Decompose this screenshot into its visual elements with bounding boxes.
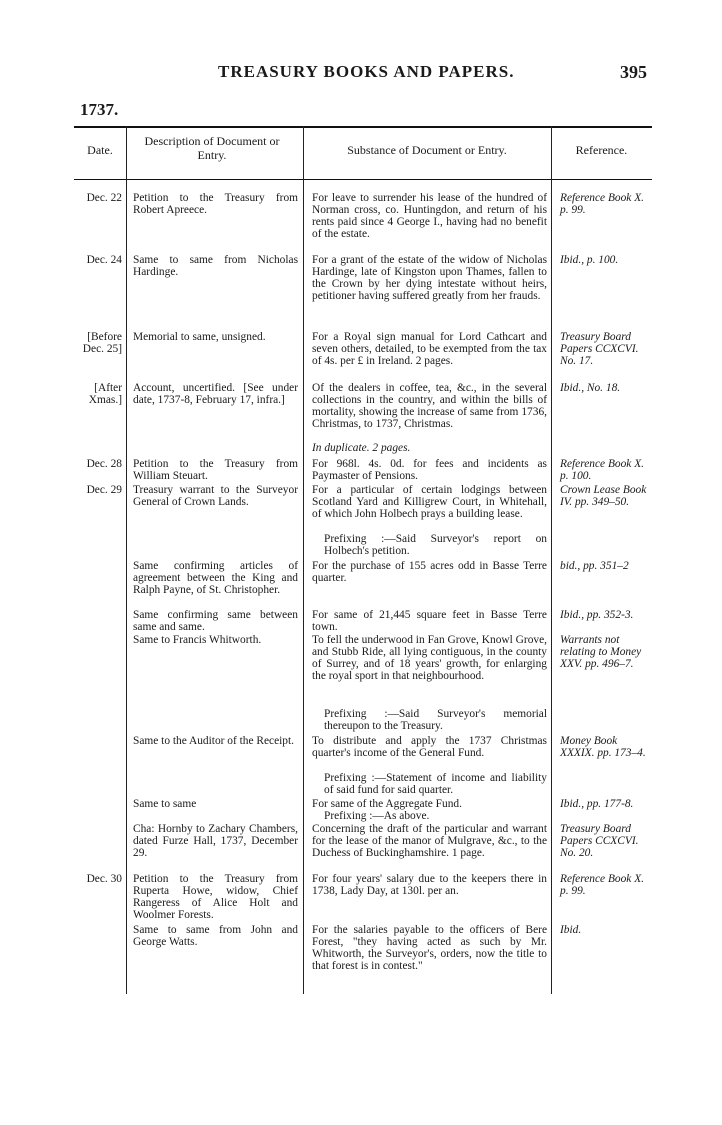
entry-substance: For four years' salary due to the keepers there in 1738, Lady Day, at 130l. per an. (312, 873, 547, 898)
entry-description: Petition to the Treasury from Robert Apreece. (133, 192, 298, 217)
entry-date: [Before Dec. 25] (82, 331, 122, 356)
entry-description: Same to same from John and George Watts. (133, 924, 298, 949)
entry-substance: To fell the underwood in Fan Grove, Knowl Grove, and Stubb Ride, all lying contiguous, in the county of Surrey, and of 18 years' growth, for enlarging the royal sport in that neighbourhood. (312, 634, 547, 683)
entry-substance: For a grant of the estate of the widow of Nicholas Hardinge, late of Kingston upon Thames, fallen to the Crown by her dying intestate without heirs, petitioner having suffered greatly from her frauds. (312, 254, 547, 303)
entry-substance-note: In duplicate. 2 pages. (312, 442, 411, 454)
entry-description: Same to Francis Whitworth. (133, 634, 262, 646)
entry-date: [After Xmas.] (88, 382, 122, 407)
entry-reference: Ibid., pp. 352-3. (560, 609, 634, 621)
entry-description: Petition to the Treasury from William Steuart. (133, 458, 298, 483)
entry-substance: To distribute and apply the 1737 Christmas quarter's income of the General Fund. (312, 735, 547, 760)
entry-date: Dec. 28 (86, 458, 122, 470)
entry-description: Treasury warrant to the Surveyor General of Crown Lands. (133, 484, 298, 509)
entry-substance: Concerning the draft of the particular and warrant for the lease of the manor of Mulgrave, &c., to the Duchess of Buckinghamshire. 1 page. (312, 823, 547, 860)
running-title: TREASURY BOOKS AND PAPERS. (218, 62, 515, 81)
entry-description: Petition to the Treasury from Ruperta Howe, widow, Chief Rangeress of Alice Holt and Woolmer Forests. (133, 873, 298, 922)
entry-reference: Warrants not relating to Money XXV. pp. 496–7. (560, 634, 642, 671)
entry-substance-note: Prefixing :—Said Surveyor's memorial thereupon to the Treasury. (324, 708, 547, 733)
column-divider (303, 126, 304, 994)
entry-reference: Reference Book X. p. 99. (560, 873, 645, 898)
entry-date: Dec. 22 (86, 192, 122, 204)
table-top-rule (74, 126, 652, 128)
entry-reference: Reference Book X. p. 99. (560, 192, 645, 217)
entry-date: Dec. 30 (86, 873, 122, 885)
entry-substance: For a Royal sign manual for Lord Cathcart and seven others, detailed, to be exempted from the tax of 4s. per £ in Ireland. 2 pages. (312, 331, 547, 368)
entry-description: Same to same (133, 798, 197, 810)
entry-reference: Treasury Board Papers CCXCVI. No. 20. (560, 823, 639, 860)
entry-substance: For the purchase of 155 acres odd in Basse Terre quarter. (312, 560, 547, 585)
entry-substance: For 968l. 4s. 0d. for fees and incidents as Paymaster of Pensions. (312, 458, 547, 483)
entry-description: Same confirming same between same and same. (133, 609, 298, 634)
entry-reference: Ibid., p. 100. (560, 254, 619, 266)
entry-reference: Ibid., pp. 177-8. (560, 798, 634, 810)
column-header-date: Date. (87, 143, 113, 157)
entry-date: Dec. 24 (86, 254, 122, 266)
entry-substance: For same of the Aggregate Fund. (312, 798, 462, 810)
entry-description: Memorial to same, unsigned. (133, 331, 266, 343)
entry-substance: Of the dealers in coffee, tea, &c., in the several collections in the country, and within the bills of mortality, showing the increase of same from 1736, Christmas, to 1737, Christmas. (312, 382, 547, 431)
entry-reference: Ibid. (560, 924, 582, 936)
entry-substance: For a particular of certain lodgings between Scotland Yard and Killigrew Court, in Whitehall, of which John Holbech prays a building lease. (312, 484, 547, 521)
entry-description: Same to same from Nicholas Hardinge. (133, 254, 298, 279)
entry-reference: Ibid., No. 18. (560, 382, 621, 394)
column-divider (126, 126, 127, 994)
entry-substance-note: Prefixing :—As above. (324, 810, 430, 822)
entry-description: Account, uncertified. [See under date, 1737-8, February 17, infra.] (133, 382, 298, 407)
entry-date: Dec. 29 (86, 484, 122, 496)
column-header-substance: Substance of Document or Entry. (347, 143, 507, 157)
calendar-table (74, 126, 652, 994)
entry-reference: Treasury Board Papers CCXCVI. No. 17. (560, 331, 639, 368)
entry-substance-note: Prefixing :—Said Surveyor's report on Holbech's petition. (324, 533, 547, 558)
entry-reference: Crown Lease Book IV. pp. 349–50. (560, 484, 647, 509)
entry-description: Same confirming articles of agreement between the King and Ralph Payne, of St. Christopher. (133, 560, 298, 597)
entry-reference: Money Book XXXIX. pp. 173–4. (560, 735, 646, 760)
year-heading: 1737. (80, 100, 119, 119)
page-number: 395 (620, 62, 647, 82)
entry-reference: Reference Book X. p. 100. (560, 458, 645, 483)
entry-description: Same to the Auditor of the Receipt. (133, 735, 295, 747)
column-header-reference: Reference. (575, 143, 628, 157)
entry-substance: For the salaries payable to the officers of Bere Forest, "they having acted as such by Mr. Whitworth, the Surveyor's, orders, now the title to that forest is in contest." (312, 924, 547, 973)
entry-substance: For leave to surrender his lease of the hundred of Norman cross, co. Huntingdon, and return of his rents paid since 4 George I., having had no benefit of the estate. (312, 192, 547, 241)
running-head (0, 60, 722, 88)
entry-substance-note: Prefixing :—Statement of income and liability of said fund for said quarter. (324, 772, 547, 797)
column-header-description: Description of Document or Entry. (144, 134, 280, 162)
entry-reference: bid., pp. 351–2 (560, 560, 629, 572)
entry-substance: For same of 21,445 square feet in Basse Terre town. (312, 609, 547, 634)
entry-description: Cha: Hornby to Zachary Chambers, dated Furze Hall, 1737, December 29. (133, 823, 298, 860)
column-divider (551, 126, 552, 994)
table-header-rule (74, 179, 652, 180)
